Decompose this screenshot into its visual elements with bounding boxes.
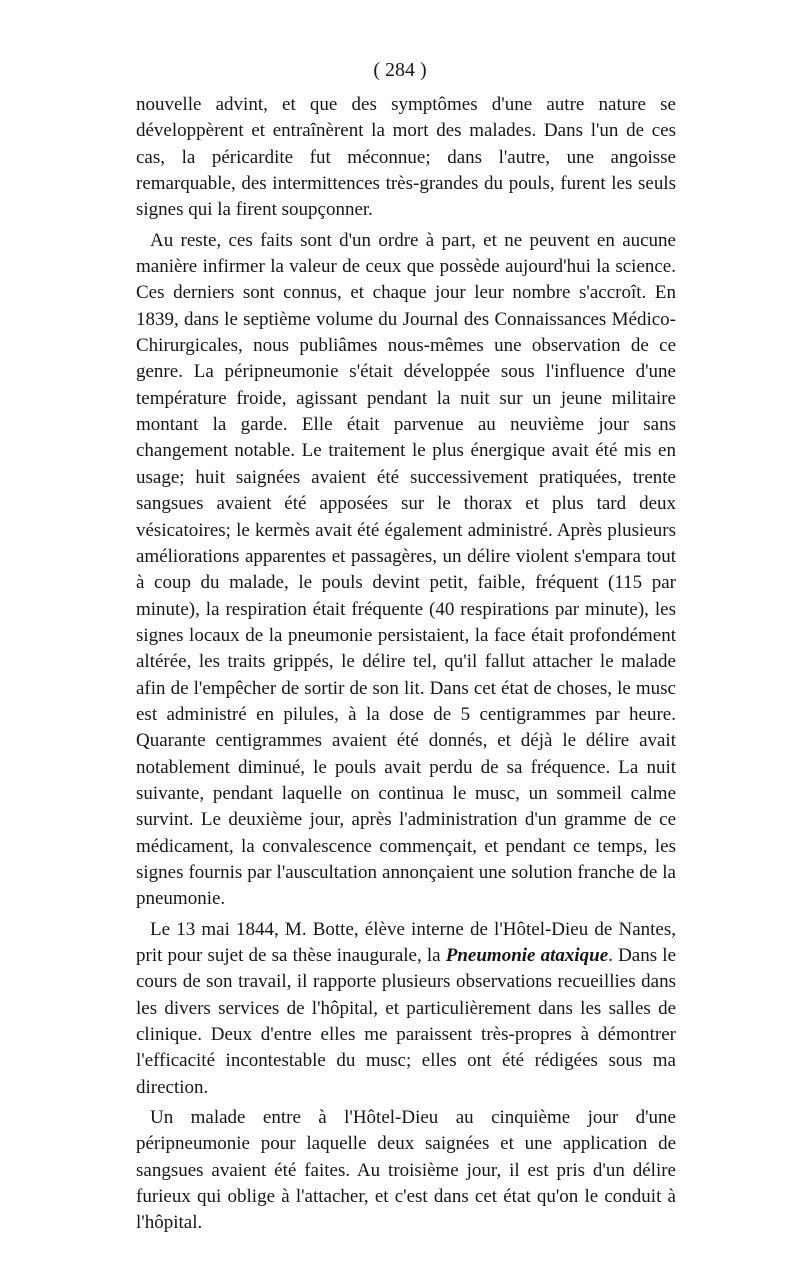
paragraph-3-text-end: . Dans le cours de son travail, il rapporte plusieurs observations recueillies dans les divers services de l'hôpital, et particulièrement dans les salles de clinique. Deux d'entre elles me paraissent très-propres à démontrer l'efficacité incontestable du musc; elles ont été rédigées sous ma direction. — [136, 945, 676, 1098]
body-text — [136, 88, 676, 1237]
paragraph-4: Un malade entre à l'Hôtel-Dieu au cinquième jour d'une péripneumonie pour laquelle deux saignées et une application de sangsues avaient été faites. Au troisième jour, il est pris d'un délire furieux qui oblige à l'attacher, et c'est dans cet état qu'on le conduit à l'hôpital. — [136, 1107, 676, 1234]
paragraph-3 — [136, 917, 676, 1101]
paragraph-2: Au reste, ces faits sont d'un ordre à part, et ne peuvent en aucune manière infirmer la valeur de ceux que possède aujourd'hui la science. Ces derniers sont connus, et chaque jour leur nombre s'accroît. En 1839, dans le septième volume du Journal des Connaissances Médico-Chirurgicales, nous publiâmes nous-mêmes une observation de ce genre. La péripneumonie s'était développée sous l'influence d'une température froide, agissant pendant la nuit sur un jeune militaire montant la garde. Elle était parvenue au neuvième jour sans changement notable. Le traitement le plus énergique avait été mis en usage; huit saignées avaient été successivement pratiquées, trente sangsues avaient été apposées sur le thorax et plus tard deux vésicatoires; le kermès avait été également administré. Après plusieurs améliorations apparentes et passagères, un délire violent s'empara tout à coup du malade, le pouls devint petit, faible, fréquent (115 par minute), la respiration était fréquente (40 respirations par minute), les signes locaux de la pneumonie persistaient, la face était profondément altérée, les traits grippés, le délire tel, qu'il fallut attacher le malade afin de l'empêcher de sortir de son lit. Dans cet état de choses, le musc est administré en pilules, à la dose de 5 centigrammes par heure. Quarante centigrammes avaient été donnés, et déjà le délire avait notablement diminué, le pouls avait perdu de sa fréquence. La nuit suivante, pendant laquelle on continua le musc, un sommeil calme survint. Le deuxième jour, après l'administration d'un gramme de ce médicament, la convalescence commençait, et pendant ce temps, les signes fournis par l'auscultation annonçaient une solution franche de la pneumonie. — [136, 229, 676, 910]
thesis-title: Pneumonie ataxique — [445, 945, 609, 966]
paragraph-3-text-start: Le 13 mai 1844, M. Botte, élève interne de l'Hôtel-Dieu de Nantes, prit pour sujet de sa thèse inaugurale, la — [136, 918, 676, 966]
page-number: ( 284 ) — [373, 59, 427, 81]
paragraph-1: nouvelle advint, et que des symptômes d'une autre nature se développèrent et entraînèrent la mort des malades. Dans l'un de ces cas, la péricardite fut méconnue; dans l'autre, une angoisse remarquable, des intermittences très-grandes du pouls, furent les seuls signes qui la firent soupçonner. — [136, 94, 676, 221]
